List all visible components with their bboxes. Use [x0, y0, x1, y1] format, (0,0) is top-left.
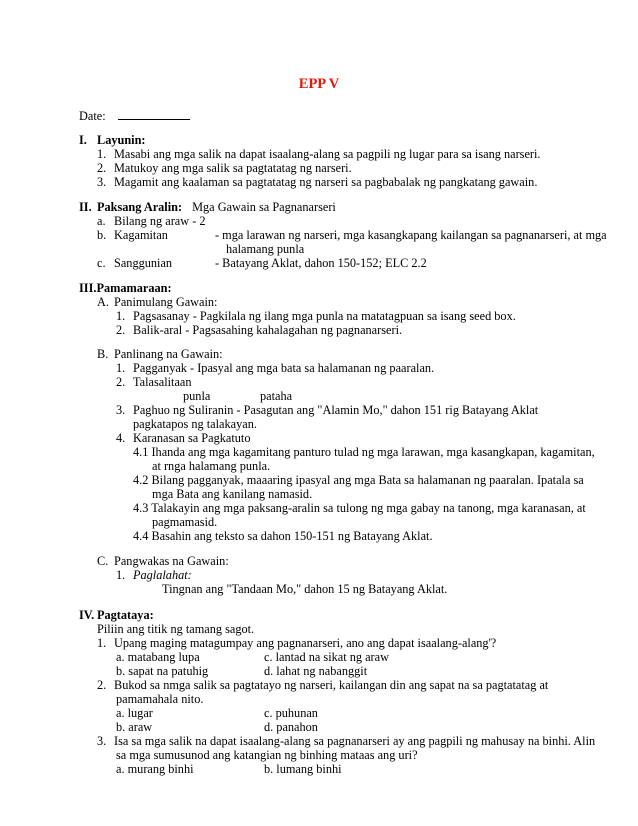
choice: b. araw: [116, 720, 153, 734]
roman-numeral: III.: [79, 281, 97, 295]
question-number: 2.: [97, 678, 107, 692]
question: [97, 678, 548, 693]
item-number: 2.: [116, 323, 126, 337]
item-number: 3.: [116, 403, 126, 417]
item-number: 4.2: [133, 473, 149, 487]
list-item: [116, 568, 192, 583]
question-continuation: sa mga sumusunod ang katangian ng binhing mataas ang uri?: [116, 748, 418, 762]
row-label: Bilang ng araw: [114, 214, 190, 228]
row-label: Sanggunian: [114, 256, 173, 270]
item-number: 3.: [97, 175, 107, 189]
date-label: Date:: [79, 109, 106, 123]
item-text: Ihanda ang mga kagamitang panturo tulad ng mga larawan, mga kasangkapan, kagamitan,: [151, 445, 595, 459]
subsection-title: Panimulang Gawain:: [114, 295, 218, 309]
row-label: Kagamitan: [114, 228, 168, 242]
item-letter: B.: [97, 347, 109, 361]
choice-row: [116, 650, 389, 665]
row-value: - mga larawan ng narseri, mga kasangkapang kailangan sa pagnanarseri, at mga: [215, 228, 607, 242]
subsection-b: [97, 347, 223, 362]
objective-item: [97, 147, 541, 162]
item-number: 4.: [116, 431, 126, 445]
section-4-heading: [79, 608, 154, 623]
topic-value: Mga Gawain sa Pagnanarseri: [192, 200, 336, 214]
question: [97, 734, 595, 749]
question-text: Upang maging matagumpay ang pagnanarseri, ano ang dapat isaalang-alang'?: [114, 636, 497, 650]
choice-row: [116, 720, 318, 735]
question-number: 3.: [97, 734, 107, 748]
item-letter: a.: [97, 214, 106, 228]
material-row: [97, 214, 206, 229]
item-text: Talakayin ang mga paksang-aralin sa tulong ng mga gabay na tanong, mga karanasan, at: [151, 501, 586, 515]
date-blank: [118, 108, 190, 120]
item-number: 1.: [116, 361, 126, 375]
question: [97, 636, 496, 651]
choice: d. panahon: [264, 720, 318, 734]
material-row-continuation: halamang punla: [226, 242, 305, 256]
item-text: Pagsasanay - Pagkilala ng ilang mga punla na matatagpuan sa isang seed box.: [133, 309, 516, 323]
item-text: Talasalitaan: [133, 375, 192, 389]
item-text: Basahin ang teksto sa dahon 150-151 ng Batayang Aklat.: [151, 529, 433, 543]
sub-item: [133, 529, 433, 544]
subsection-a: [97, 295, 217, 310]
material-row: [97, 256, 427, 271]
list-item: [116, 375, 192, 390]
row-value: - 2: [192, 214, 206, 228]
list-item: [116, 361, 434, 376]
heading-text: Paksang Aralin:: [97, 200, 183, 214]
list-item-continuation: Tingnan ang "Tandaan Mo," dahon 15 ng Batayang Aklat.: [162, 582, 448, 596]
choice: a. lugar: [116, 706, 153, 720]
choice: c. puhunan: [264, 706, 318, 720]
item-text: Paghuo ng Suliranin - Pasagutan ang "Alamin Mo," dahon 151 rig Batayang Aklat: [133, 403, 539, 417]
choice: a. matabang lupa: [116, 650, 200, 664]
heading-text: Pamamaraan:: [96, 281, 172, 295]
item-text: Balik-aral - Pagsasahing kahalagahan ng pagnanarseri.: [133, 323, 403, 337]
heading-text: Pagtataya:: [97, 608, 154, 622]
objective-item: [97, 161, 352, 176]
objective-item: [97, 175, 537, 190]
item-text: Karanasan sa Pagkatuto: [133, 431, 251, 445]
section-2-heading: [79, 200, 336, 215]
item-number: 2.: [116, 375, 126, 389]
subsection-c: [97, 554, 229, 569]
list-item: [116, 309, 516, 324]
question-text: Isa sa mga salik na dapat isaalang-alang sa pagnanarseri ay ang pagpili ng mahusay na binhi. Alin: [114, 734, 596, 748]
list-item: [116, 323, 402, 338]
choice: b. sapat na patuhig: [116, 664, 209, 678]
sub-item-continuation: at rnga halamang punla.: [152, 459, 271, 473]
item-number: 4.4: [133, 529, 149, 543]
choice: b. lumang binhi: [264, 762, 342, 776]
instruction: Piliin ang titik ng tamang sagot.: [97, 622, 255, 636]
question-text: Bukod sa nmga salik sa pagtatayo ng narseri, kailangan din ang sapat na sa pagtatatag at: [114, 678, 549, 692]
vocab-word: punla: [183, 389, 211, 403]
item-letter: A.: [97, 295, 109, 309]
item-letter: C.: [97, 554, 109, 568]
item-text: Matukoy ang mga salik sa pagtatatag ng narseri.: [114, 161, 352, 175]
sub-item-continuation: pagmamasid.: [152, 515, 218, 529]
question-continuation: pamamahala nito.: [116, 692, 204, 706]
page-title: EPP V: [298, 76, 340, 92]
heading-text: Layunin:: [97, 133, 146, 147]
item-number: 1.: [97, 147, 107, 161]
section-1-heading: [79, 133, 146, 148]
roman-numeral: II.: [79, 200, 92, 214]
choice-row: [116, 664, 367, 679]
choice-row: [116, 706, 318, 721]
item-text: Magamit ang kaalaman sa pagtatatag ng narseri sa pagbabalak ng pangkatang gawain.: [114, 175, 538, 189]
item-letter: b.: [97, 228, 107, 242]
subsection-title: Pangwakas na Gawain:: [114, 554, 229, 568]
item-letter: c.: [97, 256, 106, 270]
list-item-continuation: pagkatapos ng talakayan.: [133, 417, 257, 431]
roman-numeral: IV.: [79, 608, 95, 622]
item-text: Masabi ang mga salik na dapat isaalang-alang sa pagpili ng lugar para sa isang narseri.: [114, 147, 541, 161]
sub-item-continuation: mga Bata ang kanilang namasid.: [152, 487, 313, 501]
item-number: 1.: [116, 309, 126, 323]
date-line: [79, 108, 190, 124]
vocab-word: pataha: [260, 389, 293, 403]
item-number: 2.: [97, 161, 107, 175]
sub-item: [133, 501, 586, 516]
choice: c. lantad na sikat ng araw: [264, 650, 389, 664]
row-value: - Batayang Aklat, dahon 150-152; ELC 2.2: [215, 256, 427, 270]
subsection-title: Panlinang na Gawain:: [114, 347, 223, 361]
item-text: Pagganyak - Ipasyal ang mga bata sa halamanan ng paaralan.: [133, 361, 435, 375]
sub-item: [133, 445, 595, 460]
sub-item: [133, 473, 584, 488]
list-item: [116, 431, 250, 446]
section-3-heading: [79, 281, 172, 296]
choice: a. murang binhi: [116, 762, 194, 776]
choice: d. lahat ng nabanggit: [264, 664, 368, 678]
item-number: 4.3: [133, 501, 149, 515]
item-text: Paglalahat:: [133, 568, 192, 582]
choice-row: [116, 762, 342, 777]
item-text: Bilang pagganyak, maaaring ipasyal ang mga Bata sa halamanan ng paaralan. Ipatala sa: [151, 473, 584, 487]
item-number: 4.1: [133, 445, 149, 459]
material-row: [97, 228, 607, 243]
item-number: 1.: [116, 568, 126, 582]
question-number: 1.: [97, 636, 107, 650]
roman-numeral: I.: [79, 133, 87, 147]
list-item: [116, 403, 538, 418]
